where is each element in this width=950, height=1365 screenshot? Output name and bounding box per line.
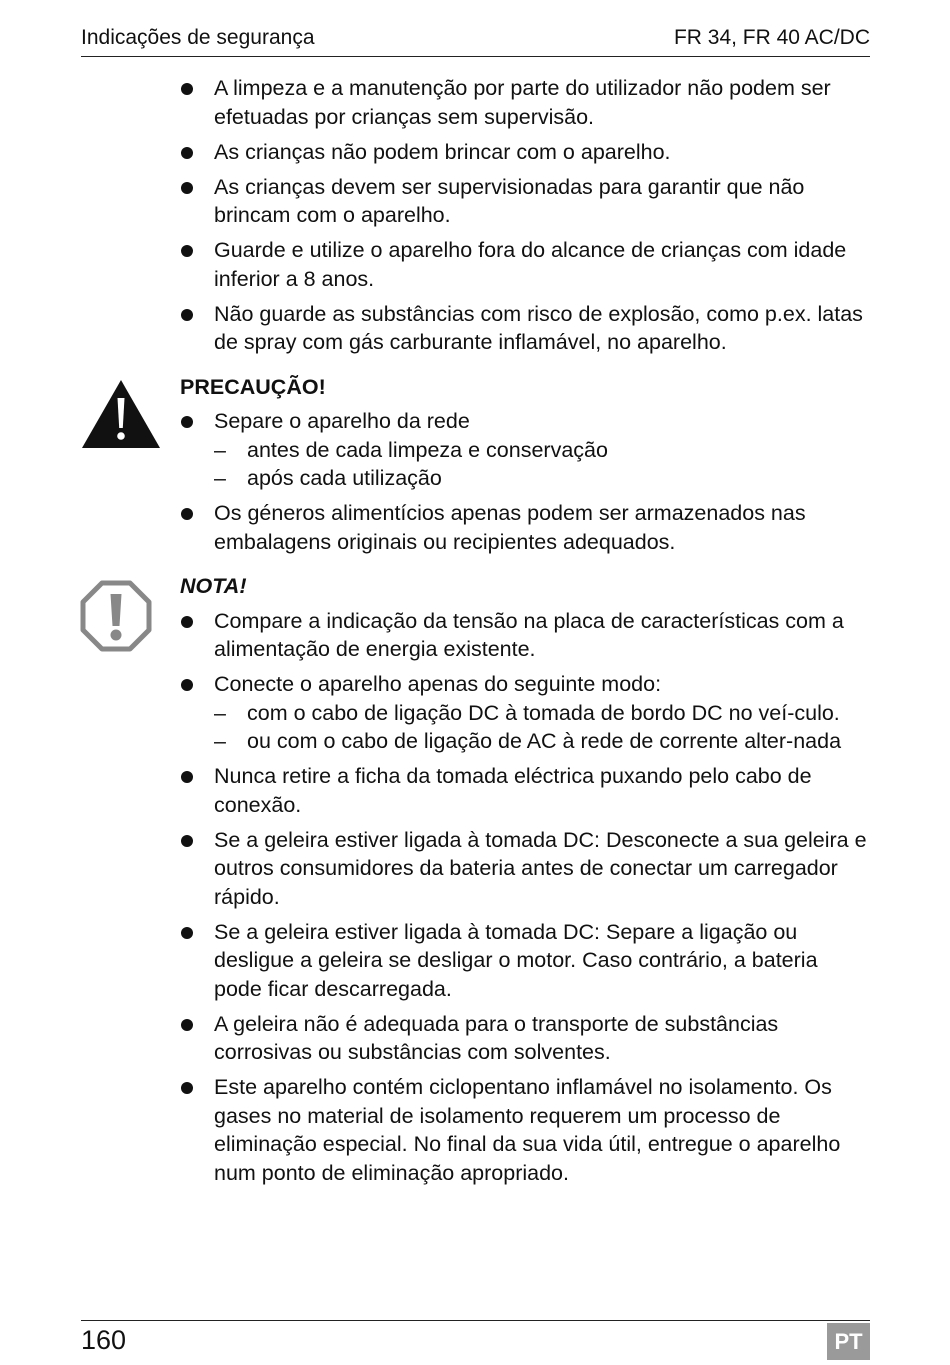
section-title: Indicações de segurança [81,26,315,49]
bullet-icon [181,771,193,783]
list-item: Guarde e utilize o aparelho fora do alcance de crianças com idade inferior a 8 anos. [180,236,870,293]
bullet-icon [181,147,193,159]
list-item: Se a geleira estiver ligada à tomada DC: Separe a ligação ou desligue a geleira se desligar o motor. Caso contrário, a bateria pode ficar descarregada. [180,918,870,1004]
list-item: As crianças não podem brincar com o aparelho. [180,138,870,167]
list-item: Este aparelho contém ciclopentano inflamável no isolamento. Os gases no material de isolamento requerem um processo de eliminação especial. No final da sua vida útil, entregue o aparelho num ponto de eliminação apropriado. [180,1073,870,1187]
caution-heading: PRECAUÇÃO! [180,374,326,399]
note-list [180,607,870,1188]
bullet-icon [181,927,193,939]
list-item: Nunca retire a ficha da tomada eléctrica puxando pelo cabo de conexão. [180,762,870,819]
list-item: Compare a indicação da tensão na placa de características com a alimentação de energia existente. [180,607,870,664]
bullet-icon [181,309,193,321]
dash-icon: – [214,466,226,490]
bullet-icon [181,508,193,520]
exclamation-octagon-icon [80,580,152,652]
general-safety-list [180,74,870,357]
bullet-icon [181,835,193,847]
list-item: A limpeza e a manutenção por parte do utilizador não podem ser efetuadas por crianças sem supervisão. [180,74,870,131]
list-item: Não guarde as substâncias com risco de explosão, como p.ex. latas de spray com gás carburante inflamável, no aparelho. [180,300,870,357]
dash-icon: – [214,700,226,725]
footer-rule [81,1320,870,1322]
dash-icon: – [214,437,226,462]
page-number: 160 [81,1325,127,1355]
sub-list-item: – com o cabo de ligação DC à tomada de bordo DC no veí-culo. [180,699,870,728]
list-item: Conecte o aparelho apenas do seguinte modo: [180,670,870,699]
list-item: Os géneros alimentícios apenas podem ser armazenados nas embalagens originais ou recipientes adequados. [180,499,870,556]
bullet-icon [181,182,193,194]
main-content [180,74,870,1194]
model-name: FR 34, FR 40 AC/DC [673,26,870,49]
sub-list-item: – antes de cada limpeza e conservação [180,436,870,465]
note-heading: NOTA! [180,574,247,598]
bullet-icon [181,416,193,428]
list-item: A geleira não é adequada para o transporte de substâncias corrosivas ou substâncias com solventes. [180,1010,870,1067]
sub-list-item: – ou com o cabo de ligação de AC à rede de corrente alter-nada [180,727,870,756]
list-item: Se a geleira estiver ligada à tomada DC: Desconecte a sua geleira e outros consumidores da bateria antes de conectar um carregador rápido. [180,826,870,912]
page-header [81,24,870,57]
list-item: Separe o aparelho da rede [180,407,870,436]
list-item: As crianças devem ser supervisionadas para garantir que não brincam com o aparelho. [180,173,870,230]
caution-list [180,407,870,556]
bullet-icon [181,616,193,628]
bullet-icon [181,83,193,95]
bullet-icon [181,245,193,257]
language-badge: PT [827,1323,870,1360]
bullet-icon [181,679,193,691]
dash-icon: – [214,729,226,753]
sub-list-item: – após cada utilização [180,464,870,493]
bullet-icon [181,1019,193,1031]
bullet-icon [181,1082,193,1094]
warning-triangle-icon [80,378,162,450]
